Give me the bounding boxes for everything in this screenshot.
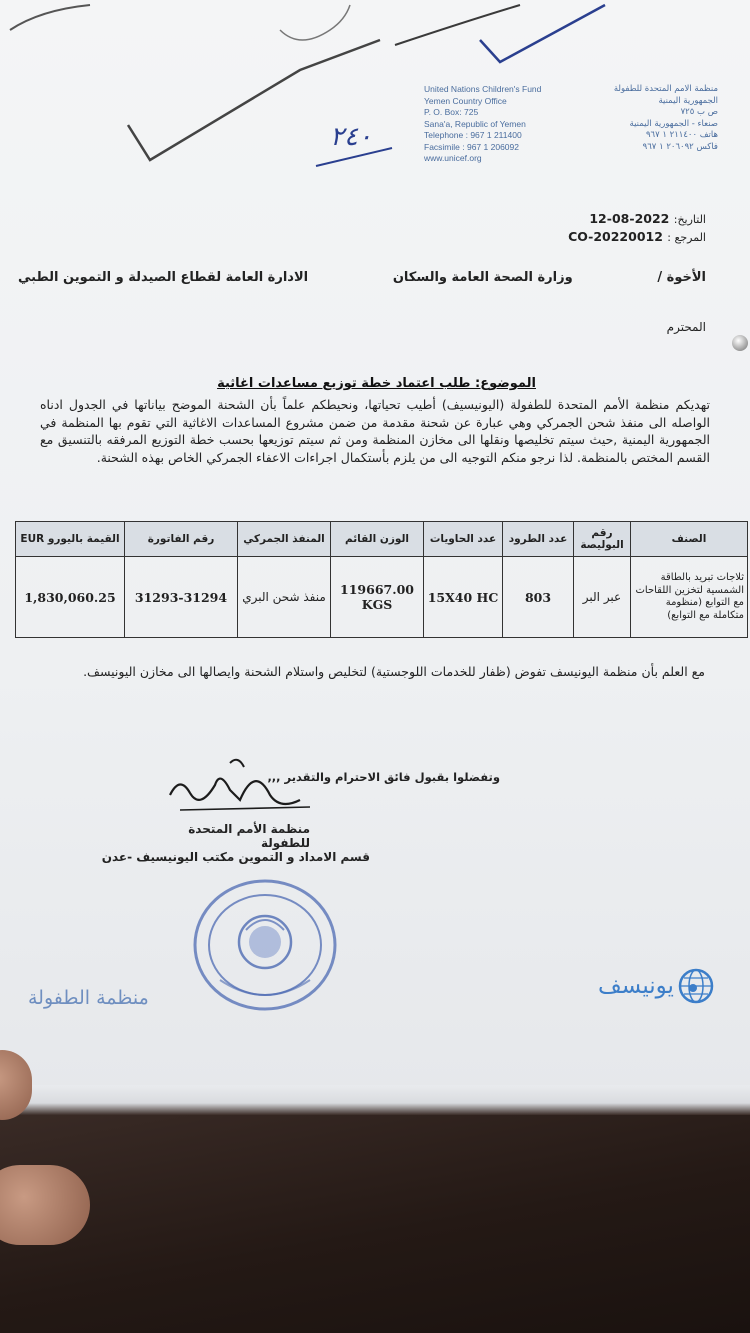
addressee-ministry: وزارة الصحة العامة والسكان (392, 270, 573, 285)
table-header-cell: رقم الفاتورة (125, 522, 238, 557)
addressee-prefix: الأخوة / (657, 270, 706, 285)
date-reference-block (540, 210, 706, 246)
table-cell-containers: 15X40 HC (424, 557, 503, 638)
signature-organization: منظمة الأمم المتحدة للطفولة (188, 822, 310, 850)
reference-label: المرجع : (667, 231, 706, 244)
table-header-cell: عدد الحاويات (424, 522, 503, 557)
salutation: المحترم (666, 320, 706, 334)
punch-hole (732, 335, 748, 351)
date-label: التاريخ: (673, 213, 706, 226)
body-paragraph: تهديكم منظمة الأمم المتحدة للطفولة (اليونيسيف) أطيب تحياتها، ونحيطكم علماً بأن الشحنة الموضح بياناتها في الجدول ادناه الواصله الى منفذ شحن الجمركي وهي عبارة عن شحنة مقدمة من ضمن مشروع المساعدات الاغاثية التي تقوم بها المنظمة في الجمهورية اليمنية ,حيث سيتم تخليصها ونقلها الى مخازن المنظمة ومن ثم سيتم توزيعها بحسب خطة التوزيع المرفقه بالتنسيق مع القسم المختص بالمنظمة. لذا نرجو منكم التوجيه الى من يلزم بأستكمال اجراءات الاعفاء الجمركي الخاص بهذه الشحنة. (40, 397, 710, 465)
table-header-cell: الصنف (631, 522, 748, 557)
letterhead-english: United Nations Children's Fund Yemen Country Office P. O. Box: 725 Sana'a, Republic of Yemen Telephone : 967 1 211400 Facsimile : 967 1 206092 www.unicef.org (424, 84, 542, 163)
table-row (16, 557, 748, 638)
desk-background (0, 1100, 750, 1333)
addressee-department: الادارة العامة لقطاع الصيدلة و التموين الطبي (18, 270, 309, 285)
page-edge-shadow (0, 1085, 750, 1115)
addressee-line (18, 270, 706, 285)
table-cell-invoice: 31293-31294 (125, 557, 238, 638)
subject-line: الموضوع: طلب اعتماد خطة توزيع مساعدات اغاثية (217, 376, 536, 391)
footer-right-text: يونيسف (598, 973, 674, 999)
shipment-table (15, 521, 748, 638)
finger-bottom (0, 1165, 90, 1245)
table-header-cell: رقم البوليصة (574, 522, 631, 557)
table-header-cell: القيمة باليورو EUR (16, 522, 125, 557)
handwritten-number: ٢٤٠ (330, 122, 372, 152)
letterhead-arabic: منظمة الامم المتحدة للطفولة الجمهورية اليمنية ص ب ٧٢٥ صنعاء - الجمهورية اليمنية هاتف ٢١١٤٠٠ ١ ٩٦٧ فاكس ٢٠٦٠٩٢ ١ ٩٦٧ (613, 84, 718, 152)
table-cell-policy: عبر البر (574, 557, 631, 638)
table-cell-port: منفذ شحن البري (238, 557, 331, 638)
official-stamp (190, 870, 340, 1020)
footer-unicef-logo (598, 968, 714, 1004)
table-cell-value: 1,830,060.25 (16, 557, 125, 638)
reference-value: CO-20220012 (568, 229, 663, 244)
table-header-row (16, 522, 748, 557)
table-header-cell: الوزن القائم (331, 522, 424, 557)
footer-left-text: منظمة الطفولة (28, 987, 149, 1009)
table-header-cell: عدد الطرود (503, 522, 574, 557)
date-value: 2022-08-12 (589, 211, 670, 226)
closing-line: وتفضلوا بقبول فائق الاحترام والتقدير ,,, (267, 770, 500, 784)
unicef-globe-icon (678, 968, 714, 1004)
table-cell-weight: 119667.00 KGS (331, 557, 424, 638)
authorization-note: مع العلم بأن منظمة اليونيسف تفوض (ظفار للخدمات اللوجستية) لتخليص واستلام الشحنة وايصالها الى مخازن اليونيسف. (83, 664, 705, 679)
signature-department: قسم الامداد و التموين مكتب اليونيسيف -عدن (101, 850, 370, 864)
table-cell-item: ثلاجات تبريد بالطاقة الشمسية لتخزين اللقاحات مع التوابع (منظومة متكاملة مع التوابع) (631, 557, 748, 638)
handwritten-signature (160, 755, 320, 825)
table-header-cell: المنفذ الجمركي (238, 522, 331, 557)
table-cell-packages: 803 (503, 557, 574, 638)
